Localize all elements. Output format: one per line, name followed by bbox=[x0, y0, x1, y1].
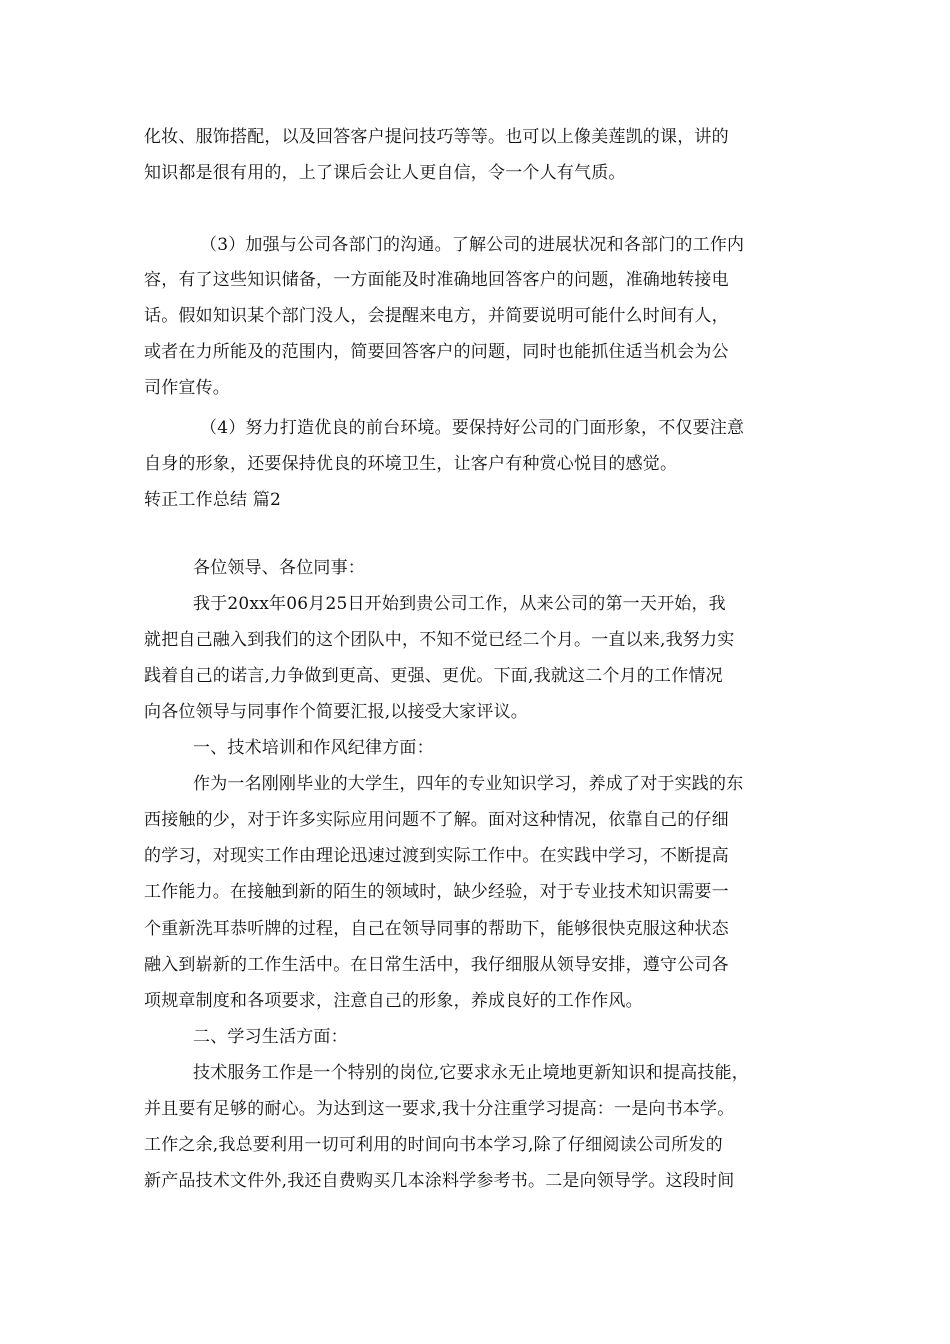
article-title: 转正工作总结 篇2 bbox=[144, 490, 282, 510]
greeting: 各位领导、各位同事： bbox=[193, 558, 365, 578]
section-heading: 一、技术培训和作风纪律方面： bbox=[193, 738, 434, 758]
body-text-line: 或者在力所能及的范围内，简要回答客户的问题，同时也能抓住适当机会为公 bbox=[144, 342, 729, 362]
body-text-line: 的学习，对现实工作由理论迅速过渡到实际工作中。在实践中学习，不断提高 bbox=[144, 846, 729, 866]
body-text-line: 自身的形象，还要保持优良的环境卫生，让客户有种赏心悦目的感觉。 bbox=[144, 454, 678, 474]
section-heading: 二、学习生活方面： bbox=[193, 1027, 348, 1047]
body-text-line: 践着自己的诺言,力争做到更高、更强、更优。下面,我就这二个月的工作情况 bbox=[144, 666, 723, 686]
body-text-line: 我于20xx年06月25日开始到贵公司工作，从来公司的第一天开始，我 bbox=[193, 594, 726, 614]
body-text-line: 融入到崭新的工作生活中。在日常生活中，我仔细服从领导安排，遵守公司各 bbox=[144, 955, 729, 975]
list-item-4: （4）努力打造优良的前台环境。要保持好公司的门面形象，不仅要注意 bbox=[200, 418, 745, 438]
body-text-line: 知识都是很有用的，上了课后会让人更自信，令一个人有气质。 bbox=[144, 163, 626, 183]
list-item-3: （3）加强与公司各部门的沟通。了解公司的进展状况和各部门的工作内 bbox=[200, 235, 745, 255]
body-text-line: 个重新洗耳恭听牌的过程，自己在领导同事的帮助下，能够很快克服这种状态 bbox=[144, 919, 729, 939]
body-text-line: 工作之余,我总要利用一切可利用的时间向书本学习,除了仔细阅读公司所发的 bbox=[144, 1135, 723, 1155]
body-text-line: 司作宣传。 bbox=[144, 378, 230, 398]
body-text-line: 技术服务工作是一个特别的岗位,它要求永无止境地更新知识和提高技能， bbox=[193, 1063, 750, 1083]
body-text-line: 容，有了这些知识储备，一方面能及时准确地回答客户的问题，准确地转接电 bbox=[144, 270, 729, 290]
body-text-line: 西接触的少，对于许多实际应用问题不了解。面对这种情况，依靠自己的仔细 bbox=[144, 810, 729, 830]
body-text-line: 作为一名刚刚毕业的大学生，四年的专业知识学习，养成了对于实践的东 bbox=[193, 774, 744, 794]
body-text-line: 化妆、服饰搭配，以及回答客户提问技巧等等。也可以上像美莲凯的课，讲的 bbox=[144, 127, 729, 147]
body-text-line: 新产品技术文件外,我还自费购买几本涂料学参考书。二是向领导学。这段时间 bbox=[144, 1171, 735, 1191]
body-text-line: 就把自己融入到我们的这个团队中，不知不觉已经二个月。一直以来,我努力实 bbox=[144, 630, 735, 650]
body-text-line: 工作能力。在接触到新的陌生的领域时，缺少经验，对于专业技术知识需要一 bbox=[144, 882, 729, 902]
body-text-line: 项规章制度和各项要求，注意自己的形象，养成良好的工作作风。 bbox=[144, 991, 643, 1011]
body-text-line: 话。假如知识某个部门没人，会提醒来电方，并简要说明可能什么时间有人， bbox=[144, 306, 729, 326]
body-text-line: 并且要有足够的耐心。为达到这一要求,我十分注重学习提高：一是向书本学。 bbox=[144, 1099, 735, 1119]
body-text-line: 向各位领导与同事作个简要汇报,以接受大家评议。 bbox=[144, 702, 529, 722]
